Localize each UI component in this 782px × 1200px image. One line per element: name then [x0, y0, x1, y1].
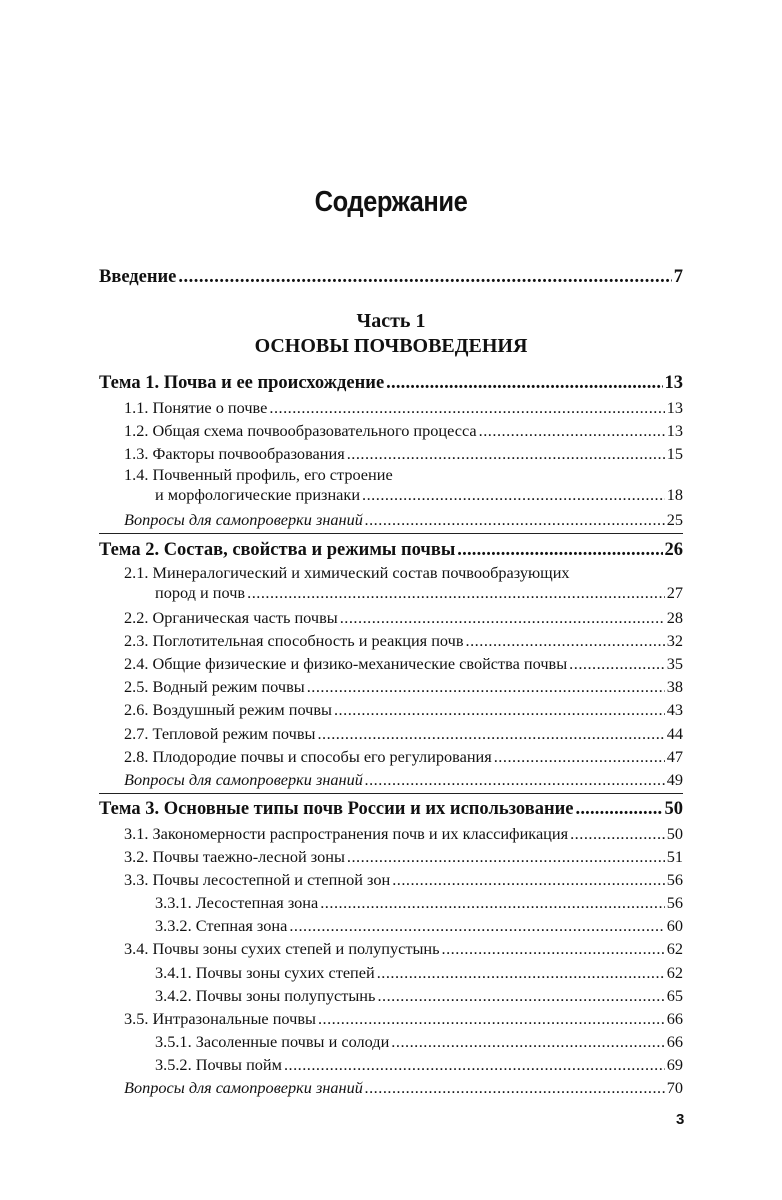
toc-entry-label: 1.1. Понятие о почве — [124, 398, 268, 417]
divider — [99, 793, 683, 794]
toc-subentry[interactable] — [99, 1030, 683, 1053]
dot-leader — [576, 796, 663, 822]
dot-leader — [569, 652, 665, 675]
toc-topic-heading[interactable] — [99, 796, 683, 822]
toc-entry-label: 1.2. Общая схема почвообразовательного процесса — [124, 421, 477, 441]
toc-page-number: 47 — [666, 746, 683, 766]
toc-entry[interactable] — [99, 937, 683, 960]
dot-leader — [340, 606, 665, 629]
toc-entry-label: 2.2. Органическая часть почвы — [124, 608, 338, 628]
toc-page-number: 15 — [666, 444, 683, 464]
dot-leader — [570, 822, 665, 845]
toc-page-number: 70 — [666, 1078, 683, 1098]
part-number: Часть 1 — [356, 310, 426, 332]
toc-entry-label: 3.3.1. Лесостепная зона — [155, 893, 319, 913]
toc-page-number: 13 — [666, 398, 683, 417]
toc-entry-label: Введение — [99, 267, 177, 287]
toc-topic-heading[interactable] — [99, 537, 683, 563]
dot-leader — [377, 984, 664, 1007]
part-name: ОСНОВЫ ПОЧВОВЕДЕНИЯ — [254, 335, 528, 357]
dot-leader — [289, 914, 664, 937]
dot-leader — [365, 508, 665, 531]
toc-entry-label: Вопросы для самопроверки знаний — [124, 769, 363, 789]
toc-page-number: 25 — [666, 510, 683, 530]
toc-entry[interactable] — [99, 396, 683, 419]
toc-entry[interactable] — [99, 419, 683, 442]
dot-leader — [365, 768, 665, 791]
divider — [99, 533, 683, 534]
toc-entry[interactable] — [99, 652, 683, 675]
toc-entry[interactable] — [99, 442, 683, 465]
toc-page-number: 51 — [666, 847, 683, 867]
dot-leader — [318, 1007, 665, 1030]
toc-questions[interactable] — [99, 508, 683, 531]
dot-leader — [494, 745, 665, 768]
toc-page-number: 43 — [666, 700, 683, 720]
toc-topic-2 — [99, 537, 683, 798]
toc-page-number: 69 — [666, 1054, 683, 1074]
toc-questions[interactable] — [99, 768, 683, 791]
toc-entry-label: Тема 3. Основные типы почв России и их использование — [99, 799, 574, 819]
dot-leader — [377, 961, 665, 984]
toc-page-number: 38 — [666, 677, 683, 697]
toc-page-number: 62 — [666, 962, 683, 982]
dot-leader — [320, 891, 664, 914]
toc-entry-label: 3.2. Почвы таежно-лесной зоны — [124, 847, 345, 867]
dot-leader — [317, 722, 664, 745]
toc-entry-label: 2.8. Плодородие почвы и способы его регулирования — [124, 746, 492, 766]
toc-topic-heading[interactable] — [99, 370, 683, 396]
toc-entry[interactable] — [99, 822, 683, 845]
dot-leader — [347, 845, 665, 868]
dot-leader — [386, 370, 662, 396]
toc-entry-label: 1.3. Факторы почвообразования — [124, 444, 345, 464]
toc-entry-label: 2.7. Тепловой режим почвы — [124, 723, 316, 743]
toc-subentry[interactable] — [99, 891, 683, 914]
toc-entry-label: 3.5.1. Засоленные почвы и солоди — [155, 1031, 390, 1051]
toc-intro — [99, 264, 683, 290]
toc-page-number: 50 — [664, 799, 683, 819]
toc-entry-label: 2.6. Воздушный режим почвы — [124, 700, 332, 720]
dot-leader — [307, 675, 665, 698]
toc-entry-label: и морфологические признаки — [155, 485, 361, 505]
toc-page-number: 13 — [664, 373, 683, 393]
dot-leader — [247, 583, 665, 603]
dot-leader — [334, 698, 665, 721]
toc-entry-line1[interactable] — [99, 465, 683, 485]
toc-page-number: 7 — [673, 267, 683, 287]
toc-subentry[interactable] — [99, 961, 683, 984]
toc-entry[interactable] — [99, 606, 683, 629]
toc-entry-label: 3.3.2. Степная зона — [155, 916, 288, 936]
dot-leader — [347, 442, 665, 465]
toc-page-number: 28 — [666, 608, 683, 628]
toc-entry-label: пород и почв — [155, 583, 246, 602]
toc-page-number: 60 — [666, 916, 683, 936]
toc-entry-label: 2.4. Общие физические и физико-механические свойства почвы — [124, 654, 568, 674]
toc-subentry[interactable] — [99, 914, 683, 937]
toc-entry-label: Тема 1. Почва и ее происхождение — [99, 373, 385, 393]
toc-entry-intro[interactable] — [99, 264, 683, 290]
dot-leader — [457, 537, 662, 563]
toc-entry[interactable] — [99, 629, 683, 652]
toc-entry[interactable] — [99, 698, 683, 721]
dot-leader — [365, 1076, 665, 1099]
toc-page-number: 35 — [666, 654, 683, 674]
toc-page-number: 26 — [664, 540, 683, 560]
dot-leader — [284, 1053, 665, 1076]
dot-leader — [479, 419, 665, 442]
toc-entry-line1[interactable] — [99, 563, 683, 583]
toc-entry-label: 2.5. Водный режим почвы — [124, 677, 305, 697]
dot-leader — [466, 629, 665, 652]
toc-entry-label: 3.4.2. Почвы зоны полупустынь — [155, 985, 376, 1005]
dot-leader — [442, 937, 665, 960]
dot-leader — [269, 396, 664, 419]
page-number: 3 — [676, 1111, 685, 1128]
toc-entry-label: 2.1. Минералогический и химический состав почвообразующих — [124, 563, 570, 582]
toc-page-number: 66 — [666, 1031, 683, 1051]
toc-subentry[interactable] — [99, 1053, 683, 1076]
toc-entry-label: 3.5.2. Почвы пойм — [155, 1054, 282, 1074]
toc-entry-line2[interactable] — [99, 485, 683, 508]
toc-entry-label: 3.3. Почвы лесостепной и степной зон — [124, 870, 391, 890]
toc-page-number: 18 — [666, 485, 683, 505]
toc-page-number: 49 — [666, 769, 683, 789]
toc-page-number: 13 — [666, 421, 683, 441]
toc-page-number: 50 — [666, 824, 683, 843]
toc-entry-label: 3.4.1. Почвы зоны сухих степей — [155, 962, 375, 982]
toc-entry[interactable] — [99, 845, 683, 868]
toc-page-number: 44 — [666, 723, 683, 743]
toc-entry-label: 2.3. Поглотительная способность и реакция почв — [124, 631, 464, 651]
toc-page-number: 27 — [666, 583, 683, 602]
toc-entry[interactable] — [99, 1007, 683, 1030]
toc-entry-label: 1.4. Почвенный профиль, его строение — [124, 465, 393, 485]
toc-page-number: 56 — [666, 870, 683, 890]
toc-entry-line2[interactable] — [99, 583, 683, 606]
dot-leader — [178, 264, 671, 290]
dot-leader — [391, 1030, 664, 1053]
toc-entry-label: 3.4. Почвы зоны сухих степей и полупустынь — [124, 939, 440, 959]
toc-entry[interactable] — [99, 722, 683, 745]
toc-questions[interactable] — [99, 1076, 683, 1099]
toc-entry-label: Вопросы для самопроверки знаний — [124, 510, 363, 530]
toc-page-number: 62 — [666, 939, 683, 959]
toc-subentry[interactable] — [99, 984, 683, 1007]
page-title: Содержание — [314, 186, 468, 218]
toc-entry-label: 3.1. Закономерности распространения почв и их классификация — [124, 824, 569, 843]
dot-leader — [362, 485, 665, 505]
toc-topic-1 — [99, 370, 683, 538]
toc-page-number: 32 — [666, 631, 683, 651]
toc-page-number: 66 — [666, 1008, 683, 1028]
toc-entry[interactable] — [99, 675, 683, 698]
dot-leader — [392, 868, 665, 891]
toc-entry-label: Тема 2. Состав, свойства и режимы почвы — [99, 540, 456, 560]
toc-entry-label: Вопросы для самопроверки знаний — [124, 1078, 363, 1098]
toc-topic-3 — [99, 796, 683, 1099]
toc-entry[interactable] — [99, 868, 683, 891]
toc-page-number: 56 — [666, 893, 683, 913]
toc-page-number: 65 — [666, 985, 683, 1005]
toc-entry[interactable] — [99, 745, 683, 768]
toc-entry-label: 3.5. Интразональные почвы — [124, 1008, 316, 1028]
